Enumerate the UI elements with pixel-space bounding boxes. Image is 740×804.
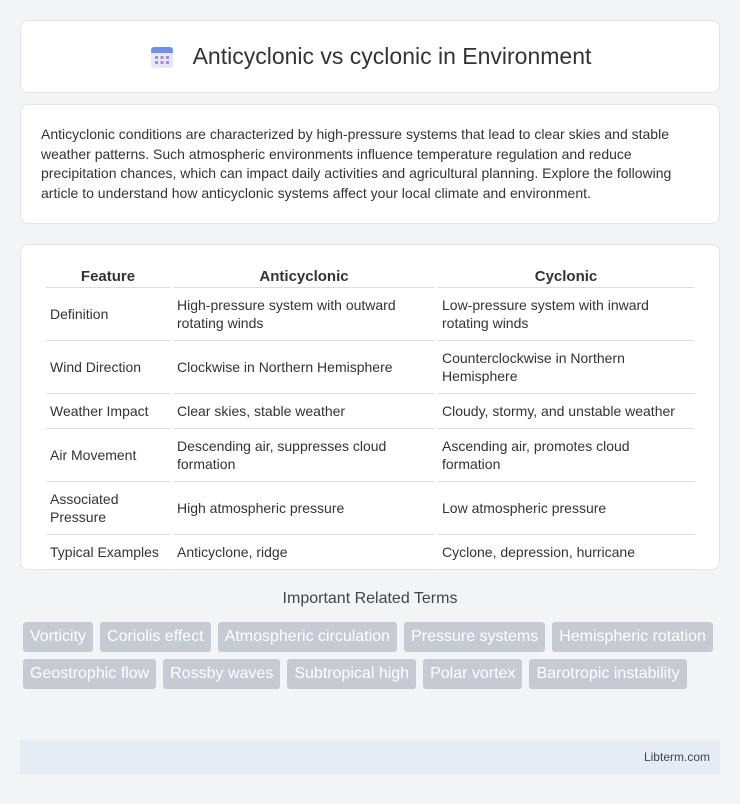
table-cell: Wind Direction bbox=[46, 341, 170, 394]
table-row bbox=[46, 535, 694, 570]
table-cell: High atmospheric pressure bbox=[173, 482, 435, 535]
tag-hemispheric-rotation[interactable]: Hemispheric rotation bbox=[552, 622, 713, 652]
footer bbox=[20, 740, 720, 774]
table-cell: Associated Pressure bbox=[46, 482, 170, 535]
column-header-anticyclonic: Anticyclonic bbox=[173, 263, 435, 288]
tag-rossby-waves[interactable]: Rossby waves bbox=[163, 659, 280, 689]
table-cell: Weather Impact bbox=[46, 394, 170, 429]
tag-vorticity[interactable]: Vorticity bbox=[23, 622, 93, 652]
comparison-table bbox=[43, 263, 697, 570]
tag-atmospheric-circulation[interactable]: Atmospheric circulation bbox=[218, 622, 397, 652]
footer-site-link[interactable]: Libterm.com bbox=[643, 750, 710, 764]
table-cell: Cloudy, stormy, and unstable weather bbox=[438, 394, 694, 429]
table-cell: Descending air, suppresses cloud formation bbox=[173, 429, 435, 482]
table-cell: Air Movement bbox=[46, 429, 170, 482]
table-cell: Low-pressure system with inward rotating winds bbox=[438, 288, 694, 341]
tag-subtropical-high[interactable]: Subtropical high bbox=[287, 659, 416, 689]
related-terms-tags bbox=[23, 622, 713, 689]
table-row bbox=[46, 288, 694, 341]
table-cell: High-pressure system with outward rotating winds bbox=[173, 288, 435, 341]
table-row bbox=[46, 429, 694, 482]
table-cell: Low atmospheric pressure bbox=[438, 482, 694, 535]
table-cell: Anticyclone, ridge bbox=[173, 535, 435, 570]
table-cell: Typical Examples bbox=[46, 535, 170, 570]
title-wrap bbox=[149, 43, 592, 70]
tag-pressure-systems[interactable]: Pressure systems bbox=[404, 622, 545, 652]
tag-geostrophic-flow[interactable]: Geostrophic flow bbox=[23, 659, 156, 689]
tag-barotropic-instability[interactable]: Barotropic instability bbox=[529, 659, 686, 689]
calendar-icon bbox=[149, 44, 175, 70]
header-card bbox=[20, 20, 720, 93]
table-cell: Counterclockwise in Northern Hemisphere bbox=[438, 341, 694, 394]
table-row bbox=[46, 394, 694, 429]
comparison-table-card bbox=[20, 244, 720, 570]
table-cell: Clear skies, stable weather bbox=[173, 394, 435, 429]
intro-text: Anticyclonic conditions are characterized by high-pressure systems that lead to clear skies and stable weather patterns. Such atmospheric environments influence temperature regulation and reduce precipitation chances, which can impact daily activities and agricultural planning. Explore the following article to understand how anticyclonic systems affect your local climate and environment. bbox=[41, 126, 672, 201]
table-row bbox=[46, 482, 694, 535]
page-title: Anticyclonic vs cyclonic in Environment bbox=[192, 43, 592, 69]
table-cell: Ascending air, promotes cloud formation bbox=[438, 429, 694, 482]
column-header-feature: Feature bbox=[46, 263, 170, 288]
tag-polar-vortex[interactable]: Polar vortex bbox=[423, 659, 522, 689]
table-row bbox=[46, 341, 694, 394]
column-header-cyclonic: Cyclonic bbox=[438, 263, 694, 288]
tag-coriolis-effect[interactable]: Coriolis effect bbox=[100, 622, 211, 652]
intro-card bbox=[20, 104, 720, 224]
table-cell: Clockwise in Northern Hemisphere bbox=[173, 341, 435, 394]
table-cell: Cyclone, depression, hurricane bbox=[438, 535, 694, 570]
table-header-row bbox=[46, 263, 694, 288]
related-terms-title: Important Related Terms bbox=[282, 590, 458, 607]
table-cell: Definition bbox=[46, 288, 170, 341]
